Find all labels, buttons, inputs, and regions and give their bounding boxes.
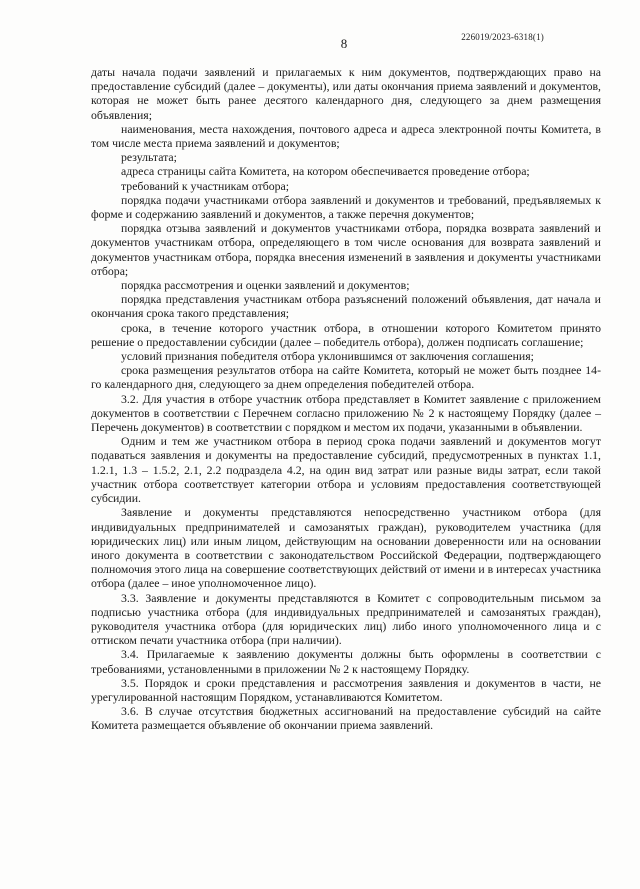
paragraph: 3.5. Порядок и сроки представления и рассмотрения заявления и документов в части, не урегулированной настоящим Порядком, устанавливаются Комитетом. [91, 675, 601, 704]
paragraph: Одним и тем же участником отбора в период срока подачи заявлений и документов могут подаваться заявления и документы на предоставление субсидий, предусмотренных в пунктах 1.1, 1.2.1, 1.3 – 1.5.2, 2.1, 2.2 подраздела 4.2, на один вид затрат или разные виды затрат, если такой участник отбора соответствует категории отбора и условиям предоставления соответствующей субсидии. [91, 434, 601, 506]
paragraph: порядка рассмотрения и оценки заявлений и документов; [121, 278, 410, 293]
paragraph: условий признания победителя отбора уклонившимся от заключения соглашения; [121, 349, 534, 364]
paragraph: 3.6. В случае отсутствия бюджетных ассигнований на предоставление субсидий на сайте Комитета размещается объявление об окончании приема заявлений. [91, 704, 601, 733]
paragraph: срока, в течение которого участник отбора, в отношении которого Комитетом принято решение о предоставлении субсидии (далее – победитель отбора), должен подписать соглашение; [91, 320, 601, 349]
paragraph: результата; [121, 150, 177, 165]
document-body [91, 65, 601, 733]
page-number: 8 [340, 36, 348, 51]
paragraph: порядка отзыва заявлений и документов участниками отбора, порядка возврата заявлений и документов участникам отбора, определяющего в том числе основания для возврата заявлений и документов участникам отбора, порядка внесения изменений в заявления и документы участниками отбора; [91, 221, 601, 278]
paragraph: требований к участникам отбора; [121, 178, 290, 193]
paragraph: 3.4. Прилагаемые к заявлению документы должны быть оформлены в соответствии с требованиями, установленными в приложении № 2 к настоящему Порядку. [91, 647, 601, 676]
paragraph: адреса страницы сайта Комитета, на котором обеспечивается проведение отбора; [121, 164, 530, 179]
paragraph: наименования, места нахождения, почтового адреса и адреса электронной почты Комитета, в том числе места приема заявлений и документов; [91, 121, 601, 151]
paragraph: порядка подачи участниками отбора заявлений и документов и требований, предъявляемых к форме и содержанию заявлений и документов, а также перечня документов; [91, 192, 601, 222]
paragraph: порядка представления участникам отбора разъяснений положений объявления, дат начала и окончания срока такого представления; [91, 292, 601, 321]
paragraph: срока размещения результатов отбора на сайте Комитета, который не может быть позднее 14-го календарного дня, следующего за днем определения победителей отбора. [91, 363, 601, 392]
paragraph: 3.3. Заявление и документы представляются в Комитет с сопроводительным письмом за подписью участника отбора (для индивидуальных предпринимателей и самозанятых граждан), руководителя участника отбора (для юридических лиц) либо иного уполномоченного лица и с оттиском печати участника отбора (при наличии). [91, 590, 601, 648]
paragraph: 3.2. Для участия в отборе участник отбора представляет в Комитет заявление с приложением документов в соответствии с Перечнем согласно приложению № 2 к настоящему Порядку (далее – Перечень документов) в соответствии с порядком и местом их подачи, указанными в объявлении. [91, 391, 601, 435]
document-id: 226019/2023-6318(1) [461, 32, 544, 42]
paragraph: Заявление и документы представляются непосредственно участником отбора (для индивидуальных предпринимателей и самозанятых граждан), руководителем участника (для юридических лиц) или иным лицом, действующим на основании доверенности или на основании иного документа в соответствии с законодательством Российской Федерации, подтверждающего полномочия этого лица на совершение соответствующих действий от имени и в интересах участника отбора (далее – иное уполномоченное лицо). [91, 505, 601, 591]
paragraph: даты начала подачи заявлений и прилагаемых к ним документов, подтверждающих право на предоставление субсидий (далее – документы), или даты окончания приема заявлений и документов, которая не может быть ранее десятого календарного дня, следующего за днем размещения объявления; [91, 65, 601, 122]
